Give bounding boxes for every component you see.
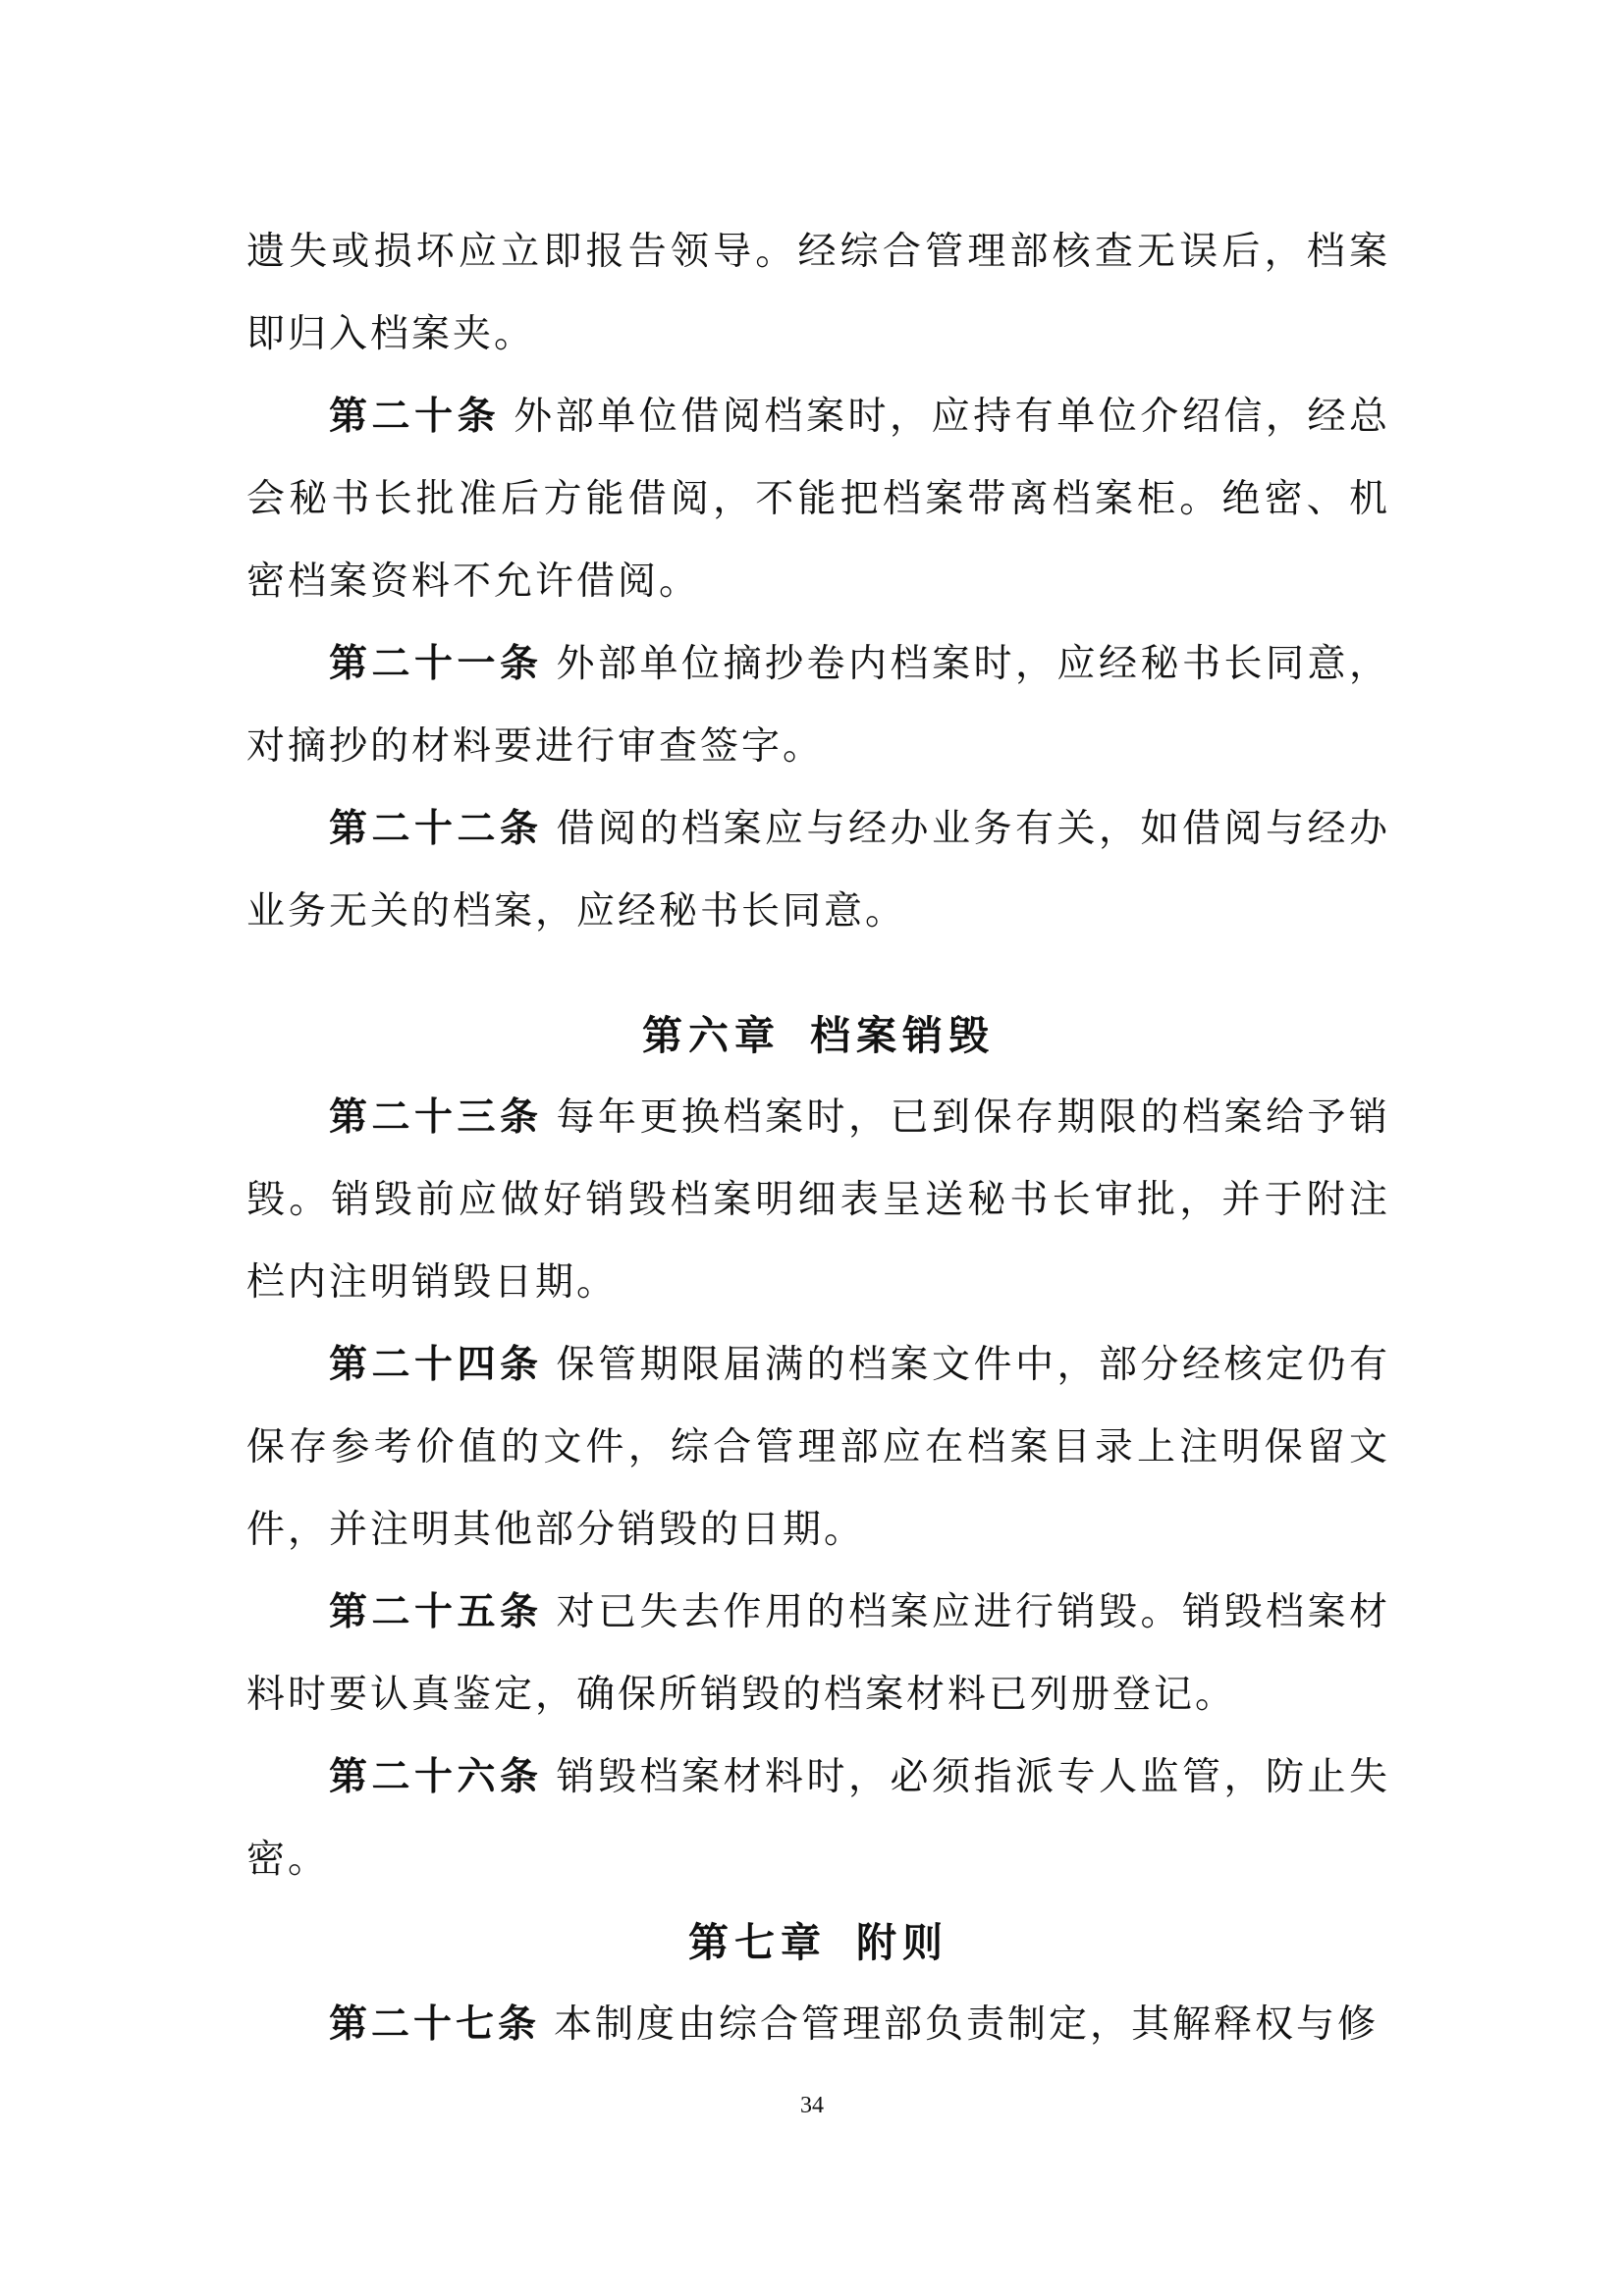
article-text: 保管期限届满的档案文件中，部分经核定仍有保存参考价值的文件，综合管理部应在档案目录上注明保留文件，并注明其他部分销毁的日期。	[246, 1343, 1390, 1552]
article-number: 第二十条	[329, 395, 501, 439]
article-text: 对已失去作用的档案应进行销毁。销毁档案材料时要认真鉴定，确保所销毁的档案材料已列册登记。	[246, 1590, 1390, 1717]
chapter-label: 第六章	[642, 1012, 781, 1059]
article-text: 本制度由综合管理部负责制定，其解释权与修	[554, 2002, 1380, 2047]
chapter-title: 附则	[856, 1919, 948, 1966]
chapter-7-heading	[246, 1901, 1390, 1984]
article-number: 第二十七条	[329, 2002, 541, 2047]
article-number: 第二十六条	[329, 1755, 543, 1799]
article-number: 第二十二条	[329, 807, 543, 851]
article-23	[246, 1077, 1390, 1324]
section-spacer	[246, 953, 1390, 994]
article-25	[246, 1572, 1390, 1736]
article-number: 第二十一条	[329, 642, 543, 686]
article-26	[246, 1736, 1390, 1901]
article-20	[246, 376, 1390, 623]
article-text: 外部单位借阅档案时，应持有单位介绍信，经总会秘书长批准后方能借阅，不能把档案带离档案柜。绝密、机密档案资料不允许借阅。	[246, 395, 1390, 604]
article-21	[246, 623, 1390, 788]
article-number: 第二十三条	[329, 1095, 543, 1140]
article-number: 第二十五条	[329, 1590, 543, 1634]
article-text: 每年更换档案时，已到保存期限的档案给予销毁。销毁前应做好销毁档案明细表呈送秘书长审批，并于附注栏内注明销毁日期。	[246, 1095, 1390, 1305]
article-text: 借阅的档案应与经办业务有关，如借阅与经办业务无关的档案，应经秘书长同意。	[246, 807, 1390, 934]
article-text: 外部单位摘抄卷内档案时，应经秘书长同意，对摘抄的材料要进行审查签字。	[246, 642, 1390, 769]
chapter-label: 第七章	[688, 1919, 827, 1966]
article-24	[246, 1324, 1390, 1572]
article-27	[246, 1984, 1390, 2066]
article-text: 销毁档案材料时，必须指派专人监管，防止失密。	[246, 1755, 1390, 1882]
document-body	[246, 211, 1390, 2066]
paragraph-continued	[246, 211, 1390, 376]
article-22	[246, 788, 1390, 953]
chapter-6-heading	[246, 994, 1390, 1077]
chapter-title: 档案销毁	[810, 1012, 995, 1059]
article-number: 第二十四条	[329, 1343, 543, 1387]
paragraph-text: 遗失或损坏应立即报告领导。经综合管理部核查无误后，档案即归入档案夹。	[246, 230, 1390, 356]
page-number: 34	[800, 2093, 824, 2118]
